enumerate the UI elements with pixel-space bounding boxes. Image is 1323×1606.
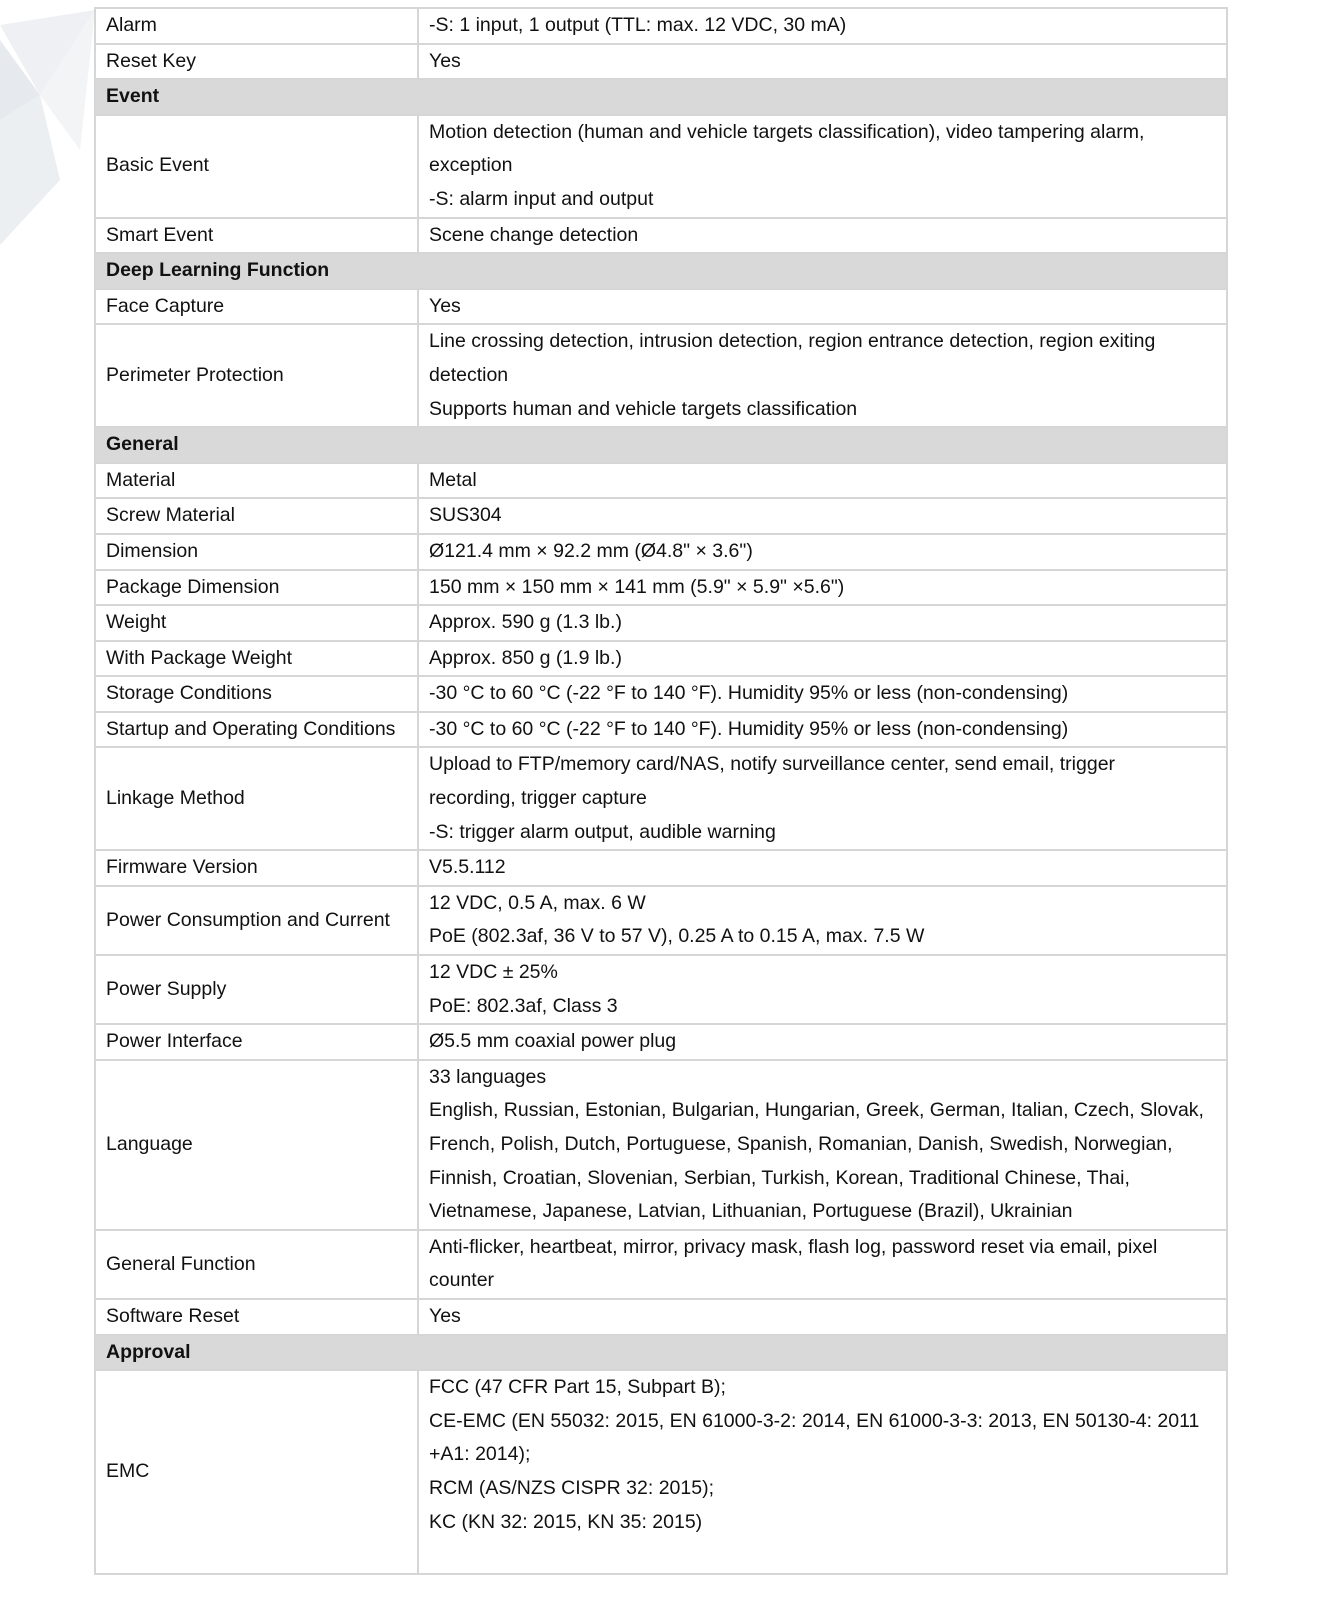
spec-value-line: CE-EMC (EN 55032: 2015, EN 61000-3-2: 2014, EN 61000-3-3: 2013, EN 50130-4: 2011 bbox=[429, 1409, 1200, 1432]
spec-label: Face Capture bbox=[95, 289, 418, 325]
spec-label: Screw Material bbox=[95, 498, 418, 534]
spec-label: General Function bbox=[95, 1230, 418, 1299]
spec-label: Power Interface bbox=[95, 1024, 418, 1060]
spec-row bbox=[95, 534, 1227, 570]
spec-label: EMC bbox=[95, 1370, 418, 1574]
spec-label: Power Supply bbox=[95, 955, 418, 1024]
spec-value-line: Ø5.5 mm coaxial power plug bbox=[429, 1030, 677, 1053]
spec-value bbox=[418, 641, 1227, 677]
spec-row bbox=[95, 1299, 1227, 1335]
spec-value-line: Yes bbox=[429, 294, 461, 317]
spec-table bbox=[94, 7, 1228, 1575]
spec-value-line: Upload to FTP/memory card/NAS, notify surveillance center, send email, trigger bbox=[429, 753, 1116, 776]
spec-value-line: recording, trigger capture bbox=[429, 787, 647, 810]
section-title: Approval bbox=[95, 1335, 1227, 1371]
spec-label: Startup and Operating Conditions bbox=[95, 712, 418, 748]
spec-value bbox=[418, 8, 1227, 44]
spec-value-line: Ø121.4 mm × 92.2 mm (Ø4.8" × 3.6") bbox=[429, 539, 753, 562]
spec-value-line: detection bbox=[429, 363, 509, 386]
spec-value-line: French, Polish, Dutch, Portuguese, Spanish, Romanian, Danish, Swedish, Norwegian, bbox=[429, 1133, 1173, 1155]
spec-table-body bbox=[95, 8, 1227, 1574]
spec-value-line: V5.5.112 bbox=[429, 856, 506, 879]
spec-row bbox=[95, 463, 1227, 499]
spec-row bbox=[95, 44, 1227, 80]
spec-row bbox=[95, 1060, 1227, 1230]
spec-value-line: -S: 1 input, 1 output (TTL: max. 12 VDC, 30 mA) bbox=[429, 14, 847, 36]
spec-row bbox=[95, 641, 1227, 677]
spec-row bbox=[95, 886, 1227, 955]
section-title: General bbox=[95, 427, 1227, 463]
spec-value-line: 33 languages bbox=[429, 1065, 547, 1088]
spec-value bbox=[418, 955, 1227, 1024]
spec-label: Firmware Version bbox=[95, 850, 418, 886]
spec-label: Material bbox=[95, 463, 418, 499]
spec-value bbox=[418, 463, 1227, 499]
section-header-row bbox=[95, 427, 1227, 463]
spec-value-line: FCC (47 CFR Part 15, Subpart B); bbox=[429, 1376, 726, 1399]
spec-value-line: -30 °C to 60 °C (-22 °F to 140 °F). Humidity 95% or less (non-condensing) bbox=[429, 682, 1069, 705]
spec-row bbox=[95, 676, 1227, 712]
section-header-row bbox=[95, 79, 1227, 115]
spec-value bbox=[418, 850, 1227, 886]
spec-value bbox=[418, 1230, 1227, 1299]
spec-value bbox=[418, 1370, 1227, 1574]
spec-value-line: Approx. 850 g (1.9 lb.) bbox=[429, 646, 622, 669]
spec-value-line: -30 °C to 60 °C (-22 °F to 140 °F). Humidity 95% or less (non-condensing) bbox=[429, 717, 1069, 740]
spec-value bbox=[418, 498, 1227, 534]
spec-value-line: SUS304 bbox=[429, 504, 502, 527]
spec-value-line: PoE (802.3af, 36 V to 57 V), 0.25 A to 0.15 A, max. 7.5 W bbox=[429, 925, 925, 948]
section-header-row bbox=[95, 1335, 1227, 1371]
section-title: Deep Learning Function bbox=[95, 253, 1227, 289]
spec-value-line: Approx. 590 g (1.3 lb.) bbox=[429, 611, 622, 634]
spec-label: With Package Weight bbox=[95, 641, 418, 677]
section-header-row bbox=[95, 253, 1227, 289]
spec-value-line: KC (KN 32: 2015, KN 35: 2015) bbox=[429, 1510, 703, 1533]
spec-value-line: Metal bbox=[429, 468, 477, 491]
spec-value-line: +A1: 2014); bbox=[429, 1443, 531, 1466]
spec-value-line: Motion detection (human and vehicle targets classification), video tampering alarm, bbox=[429, 120, 1145, 143]
spec-row bbox=[95, 570, 1227, 606]
spec-value-line: Yes bbox=[429, 1304, 461, 1327]
spec-value bbox=[418, 712, 1227, 748]
spec-value-line: Vietnamese, Japanese, Latvian, Lithuanian, Portuguese (Brazil), Ukrainian bbox=[429, 1200, 1073, 1223]
spec-value-line: Finnish, Croatian, Slovenian, Serbian, Turkish, Korean, Traditional Chinese, Thai, bbox=[429, 1166, 1130, 1189]
spec-value bbox=[418, 676, 1227, 712]
spec-label: Basic Event bbox=[95, 115, 418, 218]
spec-label: Language bbox=[95, 1060, 418, 1230]
spec-value-line: 150 mm × 150 mm × 141 mm (5.9" × 5.9" ×5.6") bbox=[429, 575, 845, 598]
spec-value bbox=[418, 218, 1227, 254]
spec-label: Smart Event bbox=[95, 218, 418, 254]
spec-row bbox=[95, 1370, 1227, 1574]
spec-row bbox=[95, 289, 1227, 325]
spec-value bbox=[418, 886, 1227, 955]
spec-value bbox=[418, 289, 1227, 325]
spec-row bbox=[95, 955, 1227, 1024]
spec-value bbox=[418, 605, 1227, 641]
spec-value-line: Anti-flicker, heartbeat, mirror, privacy mask, flash log, password reset via email, pixel bbox=[429, 1235, 1158, 1258]
spec-value bbox=[418, 115, 1227, 218]
spec-label: Reset Key bbox=[95, 44, 418, 80]
spec-label: Perimeter Protection bbox=[95, 324, 418, 427]
spec-value bbox=[418, 570, 1227, 606]
spec-label: Dimension bbox=[95, 534, 418, 570]
spec-row bbox=[95, 605, 1227, 641]
spec-row bbox=[95, 1230, 1227, 1299]
spec-value bbox=[418, 534, 1227, 570]
spec-value bbox=[418, 1299, 1227, 1335]
spec-value bbox=[418, 1024, 1227, 1060]
spec-value-line: 12 VDC, 0.5 A, max. 6 W bbox=[429, 891, 646, 914]
spec-row bbox=[95, 218, 1227, 254]
spec-value bbox=[418, 747, 1227, 850]
spec-value-line: English, Russian, Estonian, Bulgarian, Hungarian, Greek, German, Italian, Czech, Slovak, bbox=[429, 1099, 1204, 1122]
spec-value-line: -S: alarm input and output bbox=[429, 187, 654, 210]
spec-value-line: Line crossing detection, intrusion detection, region entrance detection, region exiting bbox=[429, 330, 1156, 353]
spec-row bbox=[95, 1024, 1227, 1060]
spec-label: Alarm bbox=[95, 8, 418, 44]
spec-label: Weight bbox=[95, 605, 418, 641]
spec-value-line: counter bbox=[429, 1269, 495, 1292]
spec-row bbox=[95, 850, 1227, 886]
spec-value bbox=[418, 1060, 1227, 1230]
spec-label: Package Dimension bbox=[95, 570, 418, 606]
spec-row bbox=[95, 712, 1227, 748]
spec-label: Software Reset bbox=[95, 1299, 418, 1335]
spec-value-line: RCM (AS/NZS CISPR 32: 2015); bbox=[429, 1476, 714, 1499]
spec-row bbox=[95, 115, 1227, 218]
spec-row bbox=[95, 498, 1227, 534]
spec-value bbox=[418, 324, 1227, 427]
spec-value-line: exception bbox=[429, 154, 513, 177]
spec-value-line: Scene change detection bbox=[429, 223, 639, 246]
spec-label: Storage Conditions bbox=[95, 676, 418, 712]
section-title: Event bbox=[95, 79, 1227, 115]
spec-row bbox=[95, 8, 1227, 44]
spec-row bbox=[95, 324, 1227, 427]
spec-value-line: Supports human and vehicle targets classification bbox=[429, 397, 858, 420]
spec-value bbox=[418, 44, 1227, 80]
spec-value-line: 12 VDC ± 25% bbox=[429, 961, 558, 984]
spec-row bbox=[95, 747, 1227, 850]
spec-label: Linkage Method bbox=[95, 747, 418, 850]
spec-value-line: Yes bbox=[429, 49, 461, 72]
spec-label: Power Consumption and Current bbox=[95, 886, 418, 955]
spec-value-line: -S: trigger alarm output, audible warning bbox=[429, 820, 776, 843]
spec-value-line: PoE: 802.3af, Class 3 bbox=[429, 994, 618, 1017]
